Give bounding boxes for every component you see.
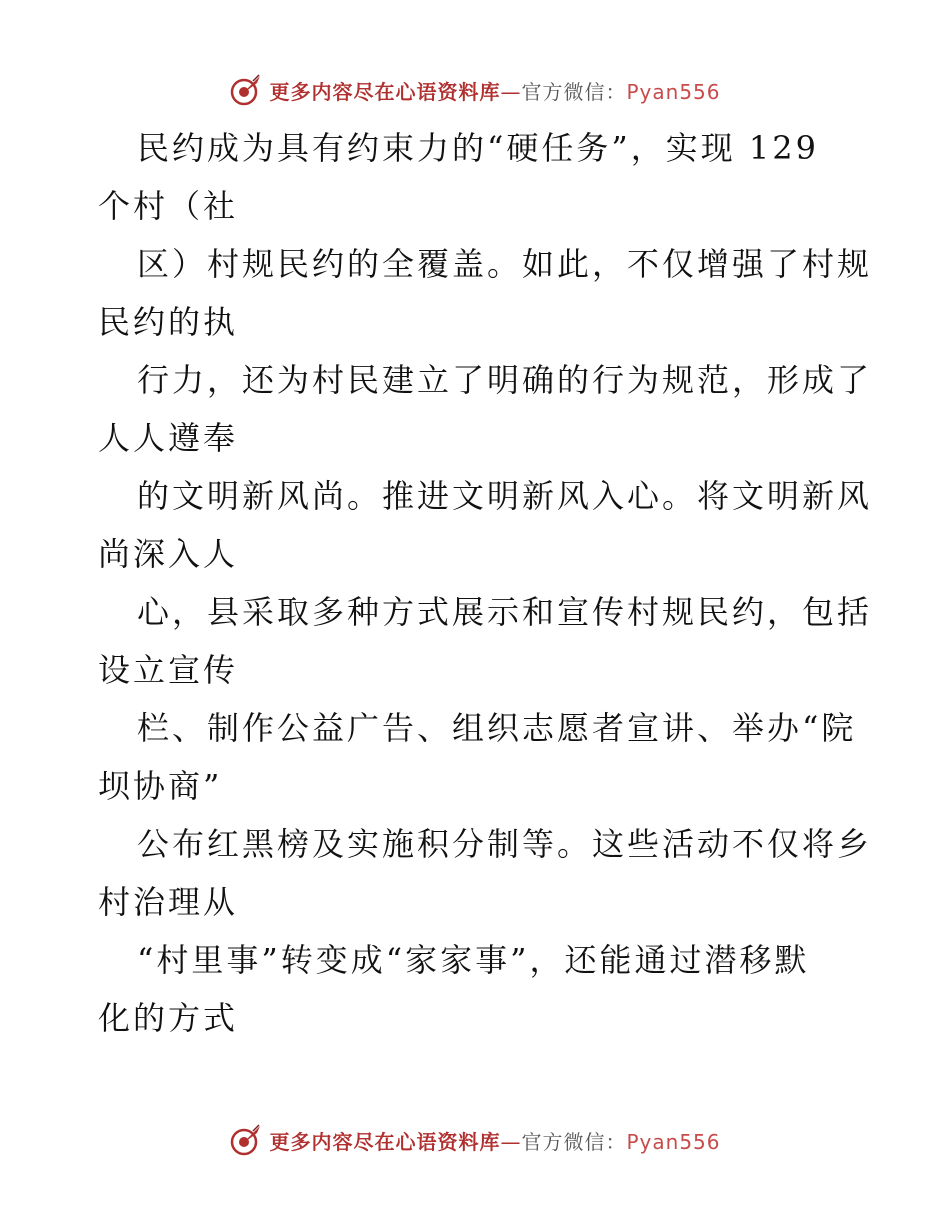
text-line-16: 化的方式: [98, 999, 239, 1037]
header-account: Pyan556: [626, 79, 721, 104]
text-line-9: 心，县采取多种方式展示和宣传村规民约，包括: [137, 593, 873, 631]
footer-brand: 更多内容尽在心语资料库: [269, 1129, 501, 1154]
text-line-1: 民约成为具有约束力的“硬任务”，实现 129: [137, 129, 819, 167]
text-line-11: 栏、制作公益广告、组织志愿者宣讲、举办“院: [137, 709, 857, 747]
text-line-7: 的文明新风尚。推进文明新风入心。将文明新风: [137, 477, 873, 515]
text-line-10: 设立宣传: [98, 651, 239, 689]
text-line-8: 尚深入人: [98, 535, 239, 573]
header-brand: 更多内容尽在心语资料库: [269, 79, 501, 104]
text-line-14: 村治理从: [98, 883, 239, 921]
text-line-15: “村里事”转变成“家家事”，还能通过潜移默: [137, 941, 810, 979]
quill-logo-icon: [229, 1123, 263, 1157]
header-dash: —: [500, 79, 522, 104]
footer-dash: —: [500, 1129, 522, 1154]
text-line-6: 人人遵奉: [98, 419, 239, 457]
header-label: 官方微信：: [521, 79, 627, 104]
quill-logo-icon: [229, 73, 263, 107]
text-line-3: 区）村规民约的全覆盖。如此，不仅增强了村规: [137, 245, 873, 283]
footer-label: 官方微信：: [521, 1129, 627, 1154]
text-line-5: 行力，还为村民建立了明确的行为规范，形成了: [137, 361, 873, 399]
text-line-4: 民约的执: [98, 303, 239, 341]
text-line-13: 公布红黑榜及实施积分制等。这些活动不仅将乡: [137, 825, 873, 863]
footer-banner: [0, 1120, 950, 1160]
footer-account: Pyan556: [626, 1129, 721, 1154]
text-line-12: 坝协商”: [98, 767, 223, 805]
header-banner: [0, 70, 950, 110]
text-line-2: 个村（社: [98, 187, 239, 225]
